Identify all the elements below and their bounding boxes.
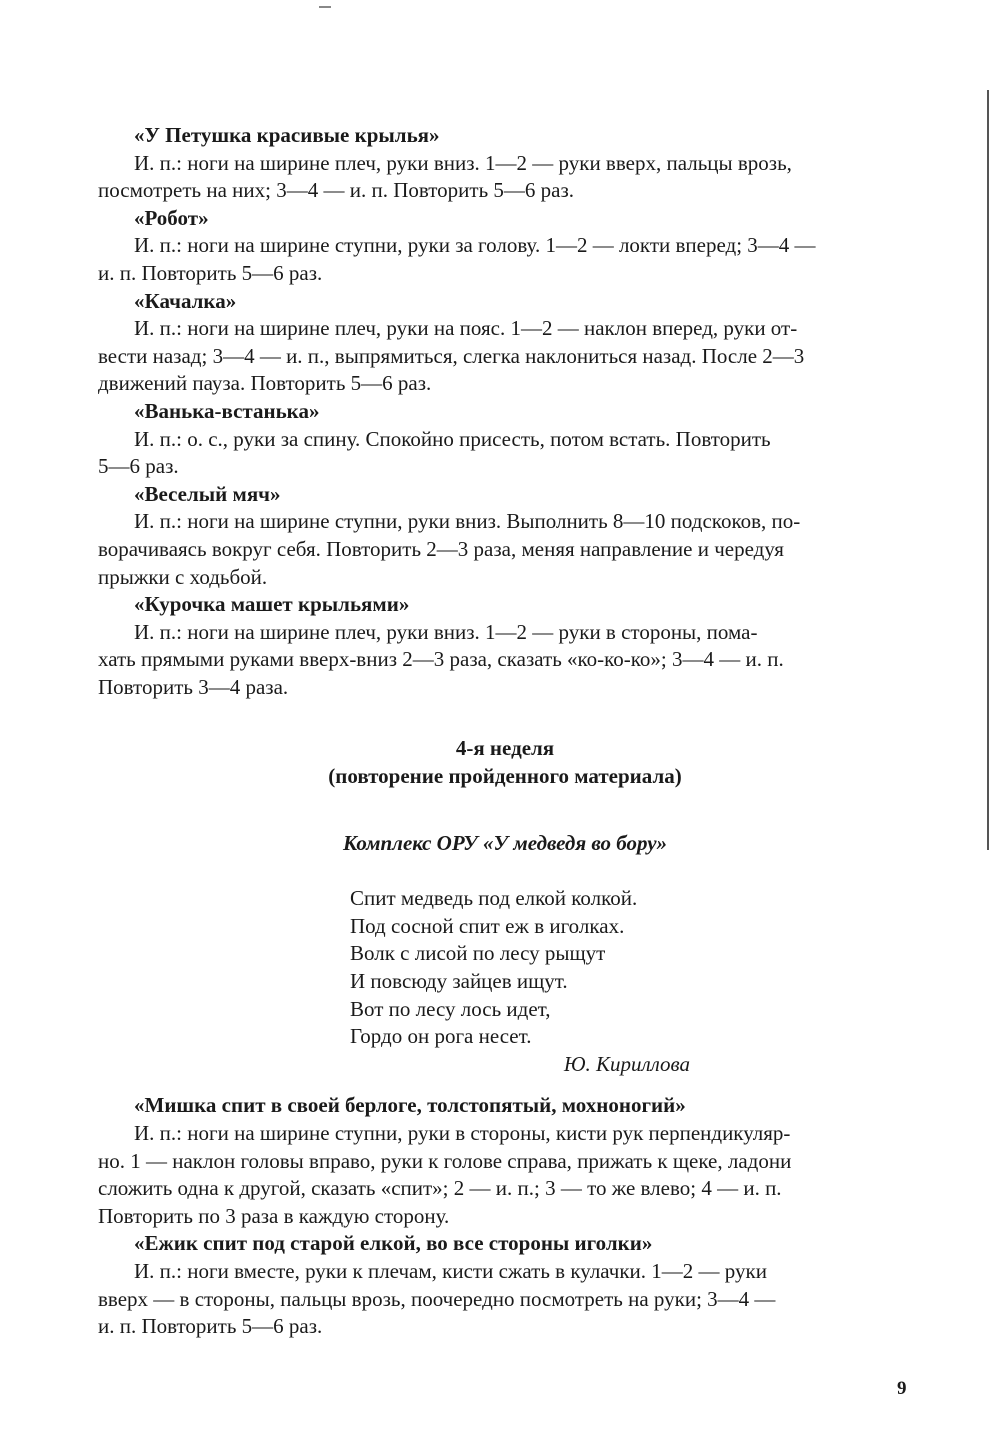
exercise-description-line: И. п.: ноги на ширине ступни, руки за голову. 1—2 — локти вперед; 3—4 — <box>134 233 816 258</box>
week-heading <box>98 735 912 790</box>
poem-lines <box>350 885 912 1051</box>
exercise-list-b <box>98 1092 912 1340</box>
exercise-title: «Робот» <box>134 205 209 230</box>
poem <box>350 885 912 1078</box>
poem-line: Вот по лесу лось идет, <box>350 996 551 1021</box>
exercise-title: «Ежик спит под старой елкой, во все стороны иголки» <box>134 1231 653 1256</box>
page-body <box>98 122 912 1341</box>
exercise-description-line: 5—6 раз. <box>98 454 179 479</box>
week-title: 4-я неделя <box>455 736 555 761</box>
exercise-description-line: хать прямыми руками вверх-вниз 2—3 раза, сказать «ко-ко-ко»; 3—4 — и. п. <box>98 647 784 672</box>
page-edge-line <box>987 90 989 850</box>
poem-line: Под сосной спит еж в иголках. <box>350 913 625 938</box>
poem-line: Спит медведь под елкой колкой. <box>350 886 638 911</box>
exercise-description-line: и. п. Повторить 5—6 раз. <box>98 1314 323 1339</box>
complex-title: Комплекс ОРУ «У медведя во бору» <box>342 830 668 855</box>
exercise-description-line: сложить одна к другой, сказать «спит»; 2 — и. п.; 3 — то же влево; 4 — и. п. <box>98 1176 782 1201</box>
poem-line: Волк с лисой по лесу рыщут <box>350 941 606 966</box>
exercise-description-line: движений пауза. Повторить 5—6 раз. <box>98 371 432 396</box>
exercise-list-a <box>98 122 912 701</box>
exercise-description-line: Повторить 3—4 раза. <box>98 674 289 699</box>
exercise-title: «Качалка» <box>134 288 237 313</box>
exercise-title: «Мишка спит в своей берлоге, толстопятый, мохноногий» <box>134 1093 686 1118</box>
exercise-description-line: посмотреть на них; 3—4 — и. п. Повторить 5—6 раз. <box>98 178 575 203</box>
scan-mark <box>319 6 331 8</box>
exercise-description-line: но. 1 — наклон головы вправо, руки к голове справа, прижать к щеке, ладони <box>98 1148 792 1173</box>
exercise-title: «У Петушка красивые крылья» <box>134 123 440 147</box>
exercise-title: «Курочка машет крыльями» <box>134 592 410 617</box>
week-subtitle: (повторение пройденного материала) <box>328 764 682 789</box>
exercise-description-line: И. п.: ноги на ширине ступни, руки вниз. Выполнить 8—10 подскоков, по- <box>134 509 801 534</box>
exercise-description-line: ворачиваясь вокруг себя. Повторить 2—3 раза, меняя направление и чередуя <box>98 536 784 561</box>
page-number: 9 <box>897 1378 907 1399</box>
exercise-description-line: И. п.: ноги на ширине плеч, руки на пояс. 1—2 — наклон вперед, руки от- <box>134 316 798 341</box>
exercise-description-line: И. п.: о. с., руки за спину. Спокойно присесть, потом встать. Повторить <box>134 426 771 451</box>
poem-line: Гордо он рога несет. <box>350 1024 532 1049</box>
exercise-description-line: прыжки с ходьбой. <box>98 564 268 589</box>
exercise-description-line: Повторить по 3 раза в каждую сторону. <box>98 1203 450 1228</box>
exercise-description-line: И. п.: ноги вместе, руки к плечам, кисти сжать в кулачки. 1—2 — руки <box>134 1258 767 1283</box>
exercise-description-line: вести назад; 3—4 — и. п., выпрямиться, слегка наклониться назад. После 2—3 <box>98 343 805 368</box>
exercise-title: «Веселый мяч» <box>134 481 281 506</box>
exercise-description-line: вверх — в стороны, пальцы врозь, поочередно посмотреть на руки; 3—4 — <box>98 1286 776 1311</box>
exercise-description-line: И. п.: ноги на ширине плеч, руки вниз. 1—2 — руки в стороны, пома- <box>134 619 758 644</box>
exercise-description-line: и. п. Повторить 5—6 раз. <box>98 260 323 285</box>
exercise-title: «Ванька-встанька» <box>134 398 320 423</box>
exercise-description-line: И. п.: ноги на ширине плеч, руки вниз. 1—2 — руки вверх, пальцы врозь, <box>134 150 792 175</box>
exercise-description-line: И. п.: ноги на ширине ступни, руки в стороны, кисти рук перпендикуляр- <box>134 1121 791 1145</box>
poem-author: Ю. Кириллова <box>563 1051 690 1076</box>
poem-line: И повсюду зайцев ищут. <box>350 969 568 994</box>
